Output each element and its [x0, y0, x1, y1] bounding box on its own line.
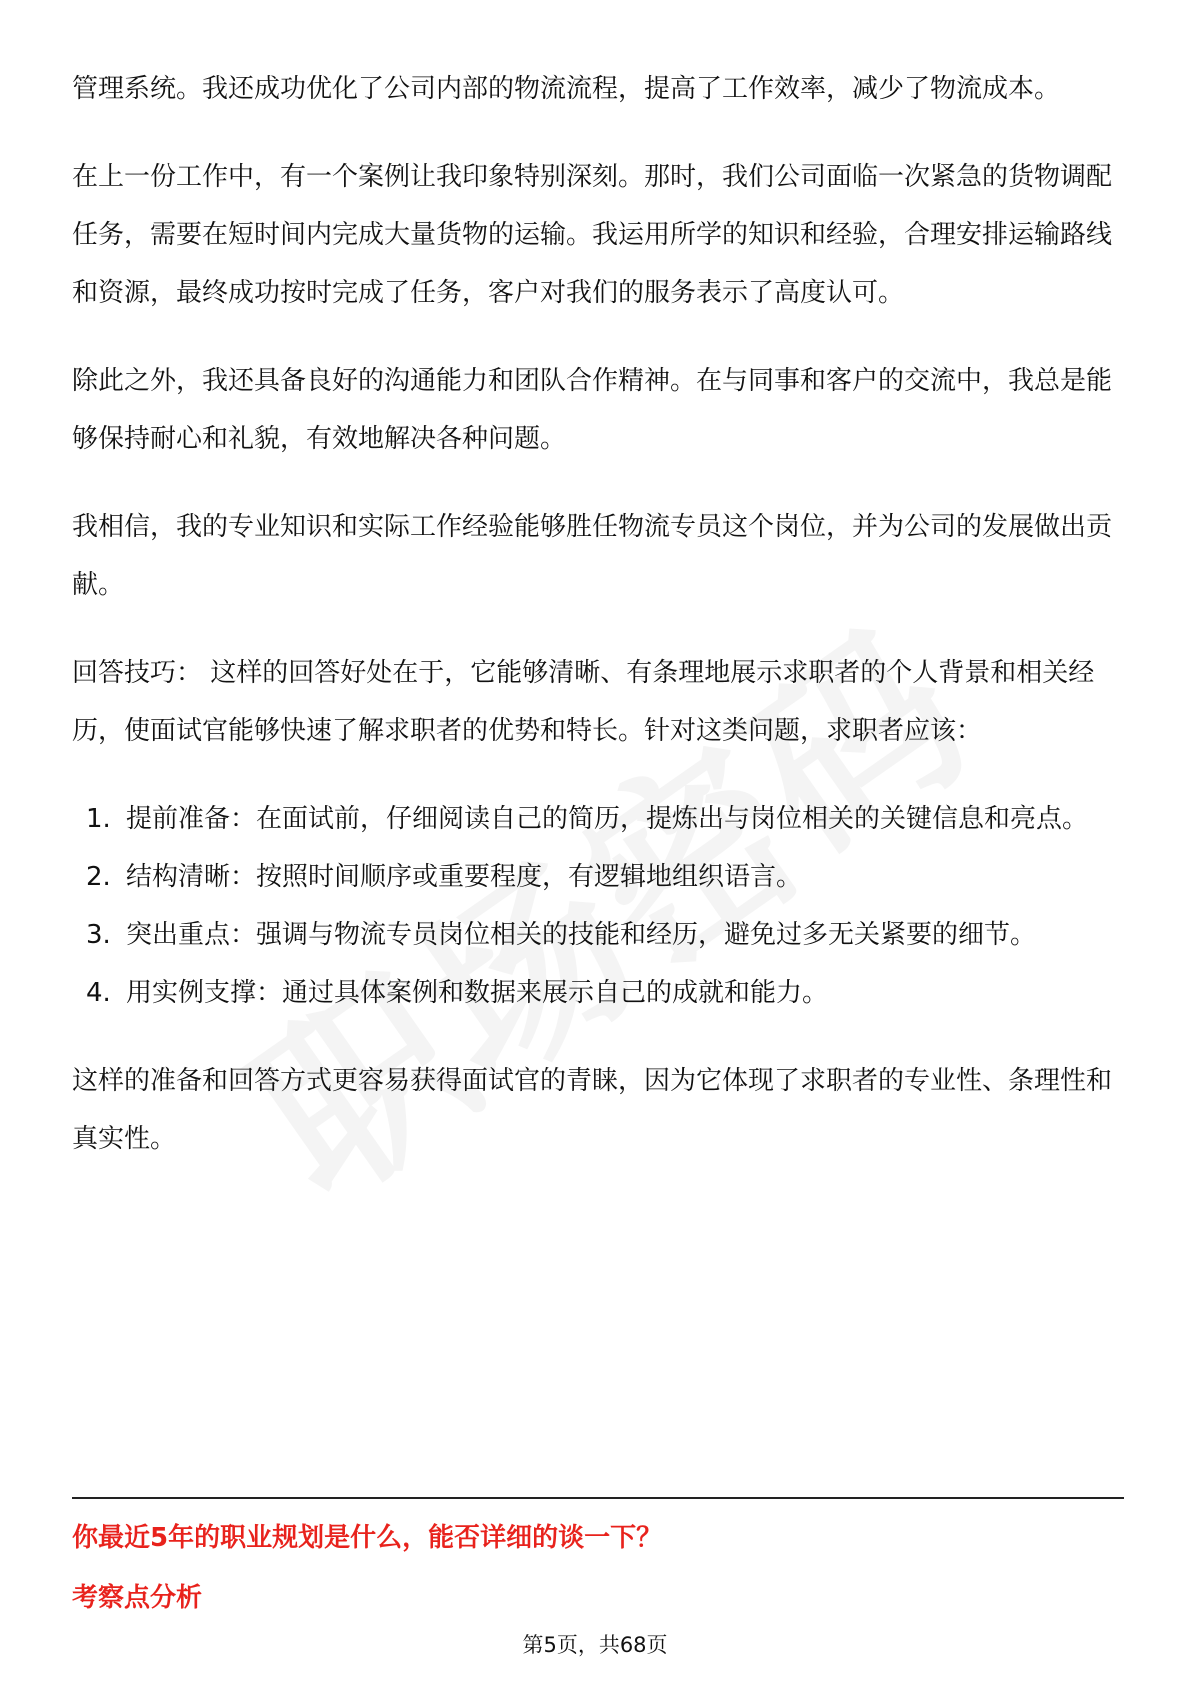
- paragraph-closing: 这样的准备和回答方式更容易获得面试官的青睐，因为它体现了求职者的专业性、条理性和真实性。: [72, 1066, 1113, 1154]
- list-item-number: 1.: [86, 804, 111, 834]
- paragraph-experience-summary: 管理系统。我还成功优化了公司内部的物流流程，提高了工作效率，减少了物流成本。: [72, 74, 1061, 104]
- list-item-text: 结构清晰：按照时间顺序或重要程度，有逻辑地组织语言。: [126, 862, 803, 892]
- paragraph-case-example: 在上一份工作中，有一个案例让我印象特别深刻。那时，我们公司面临一次紧急的货物调配任务，需要在短时间内完成大量货物的运输。我运用所学的知识和经验，合理安排运输路线和资源，最终成功按时完成了任务，客户对我们的服务表示了高度认可。: [72, 162, 1113, 308]
- list-item-number: 3.: [86, 920, 111, 950]
- list-item: [72, 848, 1124, 906]
- analysis-subheading: 考察点分析: [72, 1583, 203, 1613]
- paragraph-answer-tips: 回答技巧： 这样的回答好处在于，它能够清晰、有条理地展示求职者的个人背景和相关经历，使面试官能够快速了解求职者的优势和特长。针对这类问题，求职者应该：: [72, 658, 1095, 746]
- list-item-text: 提前准备：在面试前，仔细阅读自己的简历，提炼出与岗位相关的关键信息和亮点。: [126, 804, 1089, 834]
- main-content: [72, 60, 1124, 1168]
- section-divider: [72, 1497, 1124, 1499]
- list-item: [72, 790, 1124, 848]
- list-item-number: 2.: [86, 862, 111, 892]
- paragraph-soft-skills: 除此之外，我还具备良好的沟通能力和团队合作精神。在与同事和客户的交流中，我总是能够保持耐心和礼貌，有效地解决各种问题。: [72, 366, 1113, 454]
- list-item-number: 4.: [86, 978, 111, 1008]
- page-number: 第5页，共68页: [522, 1633, 668, 1657]
- list-item-text: 用实例支撑：通过具体案例和数据来展示自己的成就和能力。: [126, 978, 829, 1008]
- list-item-text: 突出重点：强调与物流专员岗位相关的技能和经历，避免过多无关紧要的细节。: [126, 920, 1037, 950]
- next-question-title: 你最近5年的职业规划是什么，能否详细的谈一下？: [72, 1523, 663, 1553]
- tips-list: [72, 790, 1124, 1022]
- list-item: [72, 964, 1124, 1022]
- paragraph-conclusion: 我相信，我的专业知识和实际工作经验能够胜任物流专员这个岗位，并为公司的发展做出贡献。: [72, 512, 1113, 600]
- list-item: [72, 906, 1124, 964]
